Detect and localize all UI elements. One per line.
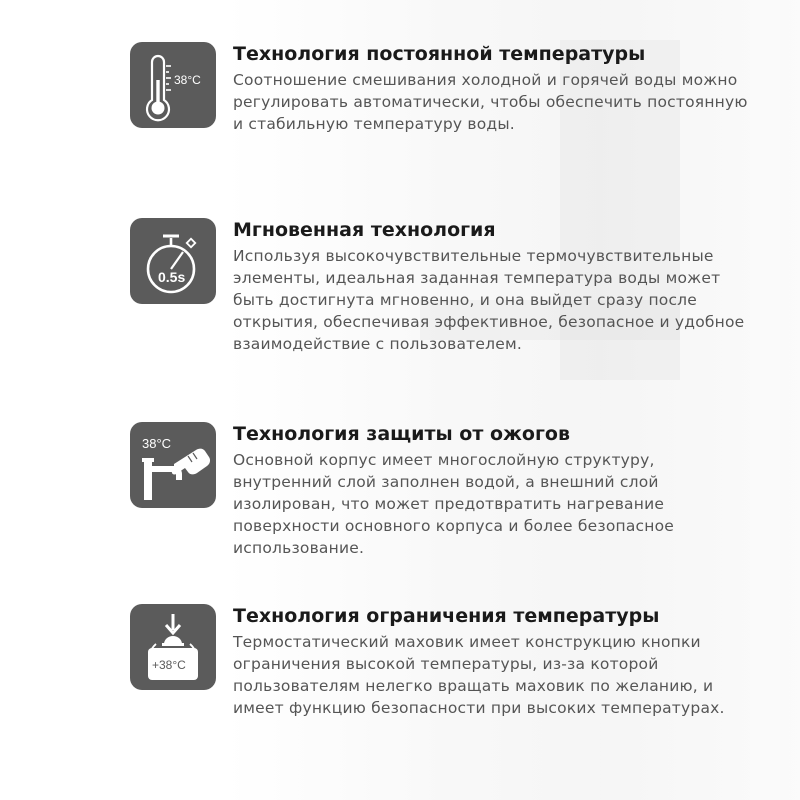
feature-text [233,218,753,355]
feature-title: Технология защиты от ожогов [233,423,570,445]
feature-description: Термостатический маховик имеет конструкцию кнопки ограничения высокой температуры, из-за которой пользователям нелегко вращать маховик по желанию, и имеет функцию безопасности при высоких температурах. [233,633,725,717]
temperature-limit-button-icon [130,604,216,690]
feature-description: Основной корпус имеет многослойную структуру, внутренний слой заполнен водой, а внешний слой изолирован, что может предотвратить нагревание поверхности основного корпуса и более безопасное использование. [233,451,675,557]
icon-label: 38°C [142,436,172,451]
feature-constant-temperature [130,42,770,172]
feature-text [233,604,753,719]
feature-title: Мгновенная технология [233,219,496,241]
faucet-hand-icon [130,422,216,508]
thermometer-icon [130,42,216,128]
feature-temperature-limit [130,604,770,774]
feature-title: Технология постоянной температуры [233,43,646,65]
feature-text [233,422,753,559]
feature-title: Технология ограничения температуры [233,605,660,627]
icon-label: 38°C [174,73,201,87]
feature-description: Используя высокочувствительные термочувствительные элементы, идеальная заданная температура воды может быть достигнута мгновенно, и она выйдет сразу после открытия, обеспечивая эффективное, безопасное и удобное взаимодействие с пользователем. [233,247,745,353]
feature-burn-protection [130,422,770,582]
icon-label: 0.5s [158,269,186,285]
icon-label: +38°C [152,658,186,672]
feature-description: Соотношение смешивания холодной и горячей воды можно регулировать автоматически, чтобы обеспечить постоянную и стабильную температуру воды. [233,71,748,133]
stopwatch-icon [130,218,216,304]
feature-instant-technology [130,218,770,398]
feature-text [233,42,753,135]
